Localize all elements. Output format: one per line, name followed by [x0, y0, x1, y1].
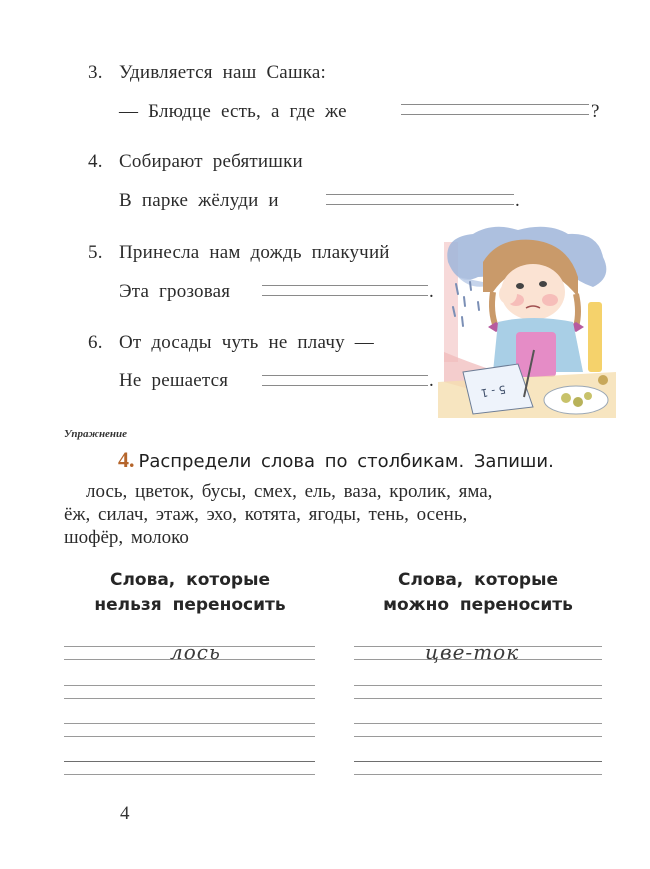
answer-blank-4[interactable]: [326, 194, 514, 205]
task-number: 4.: [118, 447, 135, 472]
heading-line: Слова, которые: [109, 570, 271, 590]
writing-line: [64, 736, 315, 737]
answer-blank-6[interactable]: [262, 375, 428, 386]
exercise-label: Упражнение: [64, 428, 128, 440]
riddle-text: Удивляется наш Сашка:: [119, 62, 327, 83]
riddle-4-line2: В парке жёлуди и: [119, 190, 279, 211]
word-list-line2: ёж, силач, этаж, эхо, котята, ягоды, тень, осень,: [64, 504, 468, 525]
riddle-number: 5.: [88, 242, 103, 263]
writing-line: [354, 723, 602, 724]
answer-blank-3[interactable]: [401, 104, 589, 115]
riddle-3-line1: [88, 62, 326, 84]
riddle-number: 4.: [88, 151, 103, 172]
writing-line: [64, 761, 315, 762]
heading-line: Слова, которые: [397, 570, 559, 590]
riddle-5-line1: [88, 242, 390, 264]
task-instruction: [118, 447, 554, 473]
end-punct: .: [429, 370, 434, 391]
crying-girl-illustration: [438, 222, 616, 418]
answer-blank-5[interactable]: [262, 285, 428, 296]
illustration-icon: [438, 222, 616, 418]
end-punct: .: [515, 190, 520, 211]
word-list-line3: шофёр, молоко: [64, 527, 189, 548]
writing-line: [64, 698, 315, 699]
riddle-number: 6.: [88, 332, 103, 353]
riddle-text: Собирают ребятишки: [119, 151, 303, 172]
riddle-4-line1: [88, 151, 303, 173]
writing-line: [64, 723, 315, 724]
riddle-text: Принесла нам дождь плакучий: [119, 242, 390, 263]
writing-line: [354, 736, 602, 737]
riddle-text: От досады чуть не плачу —: [119, 332, 374, 353]
writing-line: [354, 761, 602, 762]
writing-line: [354, 774, 602, 775]
riddle-3-line2: — Блюдце есть, а где же: [119, 101, 347, 122]
example-word-left: лось: [170, 640, 221, 664]
task-text: Распредели слова по столбикам. Запиши.: [138, 451, 554, 472]
writing-line: [354, 698, 602, 699]
writing-line: [354, 685, 602, 686]
heading-line: можно переносить: [383, 595, 573, 615]
heading-line: нельзя переносить: [94, 595, 286, 615]
page-number: 4: [120, 803, 130, 824]
riddle-6-line2: Не решается: [119, 370, 229, 391]
writing-line: [64, 685, 315, 686]
end-punct: .: [429, 281, 434, 302]
column-heading-cannot-hyphenate: [60, 568, 320, 618]
writing-line: [64, 774, 315, 775]
column-heading-can-hyphenate: [348, 568, 608, 618]
example-word-right: цве-ток: [425, 640, 520, 664]
word-list-line1: лось, цветок, бусы, смех, ель, ваза, кролик, яма,: [86, 481, 493, 502]
svg-text:5 - 1: 5 - 1: [479, 382, 507, 400]
riddle-number: 3.: [88, 62, 103, 83]
riddle-5-line2: Эта грозовая: [119, 281, 231, 302]
riddle-6-line1: [88, 332, 374, 354]
end-punct: ?: [591, 101, 600, 122]
